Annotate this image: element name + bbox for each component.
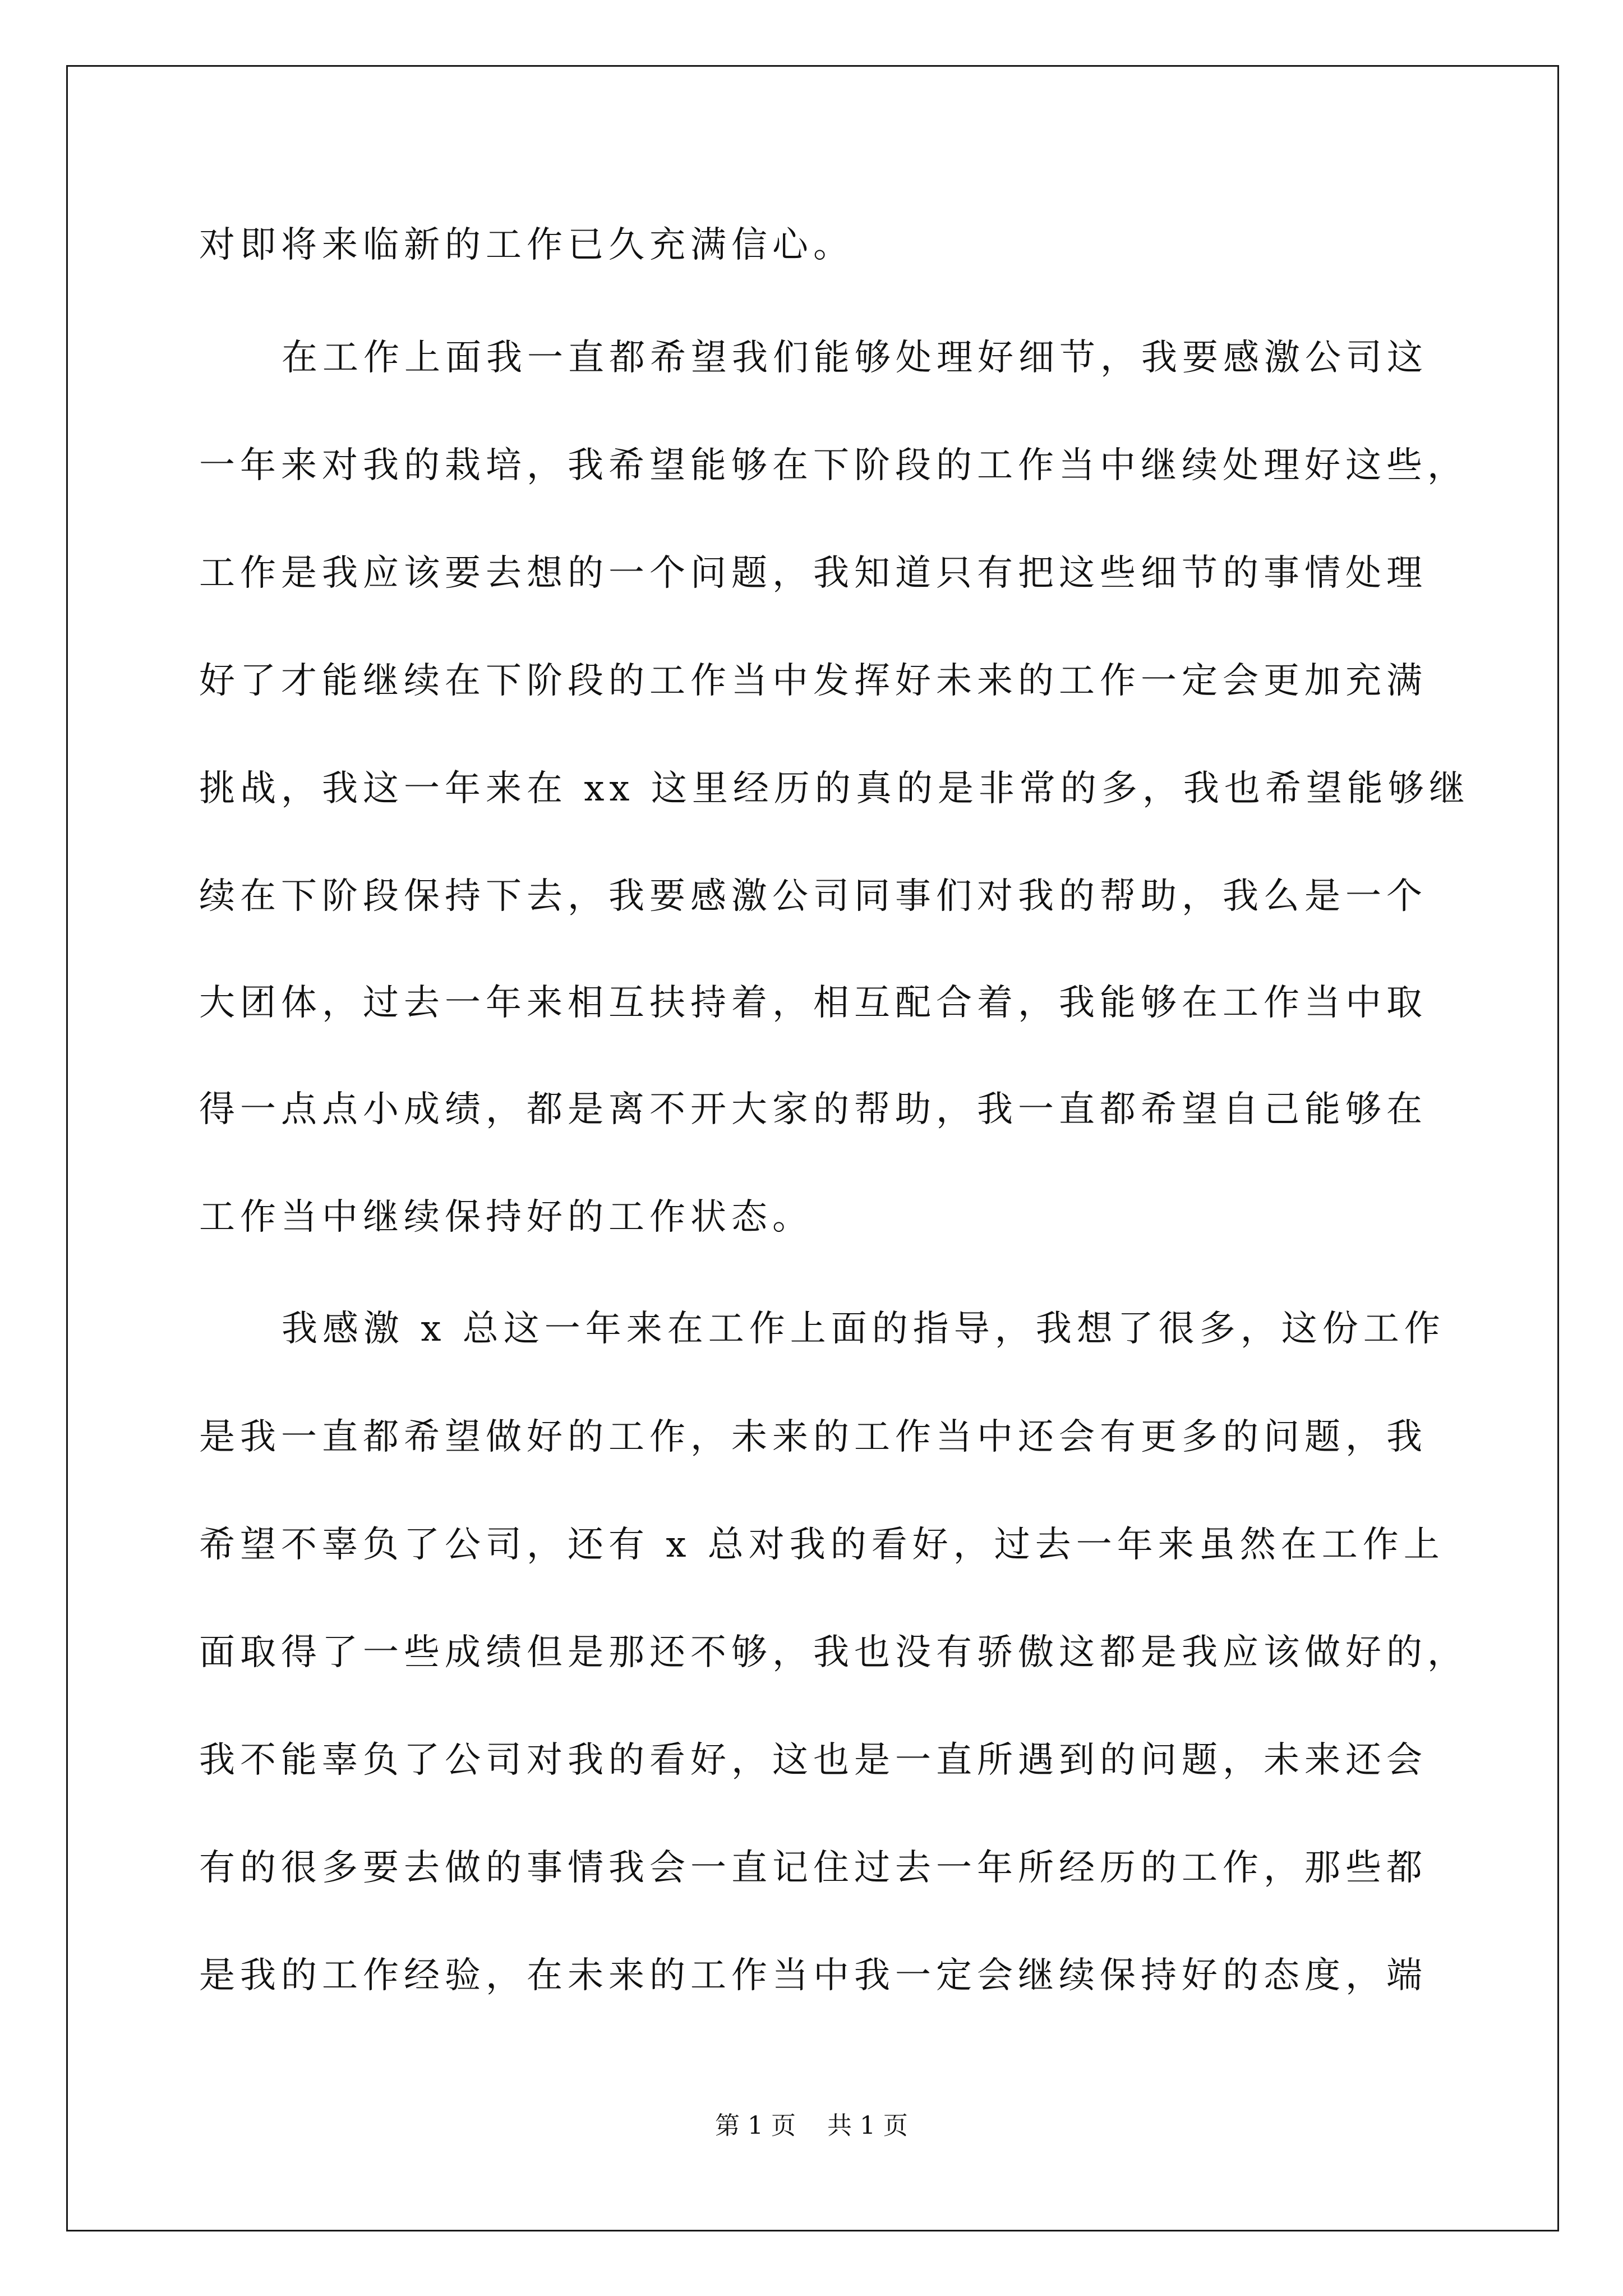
text-line: 我感激 x 总这一年来在工作上面的指导，我想了很多，这份工作 xyxy=(282,1308,1445,1350)
text-line: 是我一直都希望做好的工作，未来的工作当中还会有更多的问题，我 xyxy=(199,1416,1427,1458)
text-line: 工作是我应该要去想的一个问题，我知道只有把这些细节的事情处理 xyxy=(199,553,1427,594)
text-line: 续在下阶段保持下去，我要感激公司同事们对我的帮助，我么是一个 xyxy=(199,876,1427,917)
text-line: 挑战，我这一年来在 xx 这里经历的真的是非常的多，我也希望能够继 xyxy=(199,768,1470,809)
text-line: 我不能辜负了公司对我的看好，这也是一直所遇到的问题，未来还会 xyxy=(199,1740,1427,1781)
text-line: 一年来对我的栽培，我希望能够在下阶段的工作当中继续处理好这些， xyxy=(199,445,1468,486)
text-line: 好了才能继续在下阶段的工作当中发挥好未来的工作一定会更加充满 xyxy=(199,660,1427,702)
text-line: 面取得了一些成绩但是那还不够，我也没有骄傲这都是我应该做好的， xyxy=(199,1632,1468,1673)
text-line: 是我的工作经验，在未来的工作当中我一定会继续保持好的态度，端 xyxy=(199,1955,1427,1996)
text-line: 得一点点小成绩，都是离不开大家的帮助，我一直都希望自己能够在 xyxy=(199,1089,1427,1130)
text-line: 在工作上面我一直都希望我们能够处理好细节，我要感激公司这 xyxy=(282,337,1428,379)
text-line: 对即将来临新的工作已久充满信心。 xyxy=(199,224,854,266)
text-line: 大团体，过去一年来相互扶持着，相互配合着，我能够在工作当中取 xyxy=(199,982,1427,1024)
text-line: 希望不辜负了公司，还有 x 总对我的看好，过去一年来虽然在工作上 xyxy=(199,1524,1445,1566)
text-line: 工作当中继续保持好的工作状态。 xyxy=(199,1197,813,1238)
page-border xyxy=(66,65,1559,2231)
page-number: 第 1 页 共 1 页 xyxy=(715,2111,908,2140)
text-line: 有的很多要去做的事情我会一直记住过去一年所经历的工作，那些都 xyxy=(199,1847,1427,1889)
